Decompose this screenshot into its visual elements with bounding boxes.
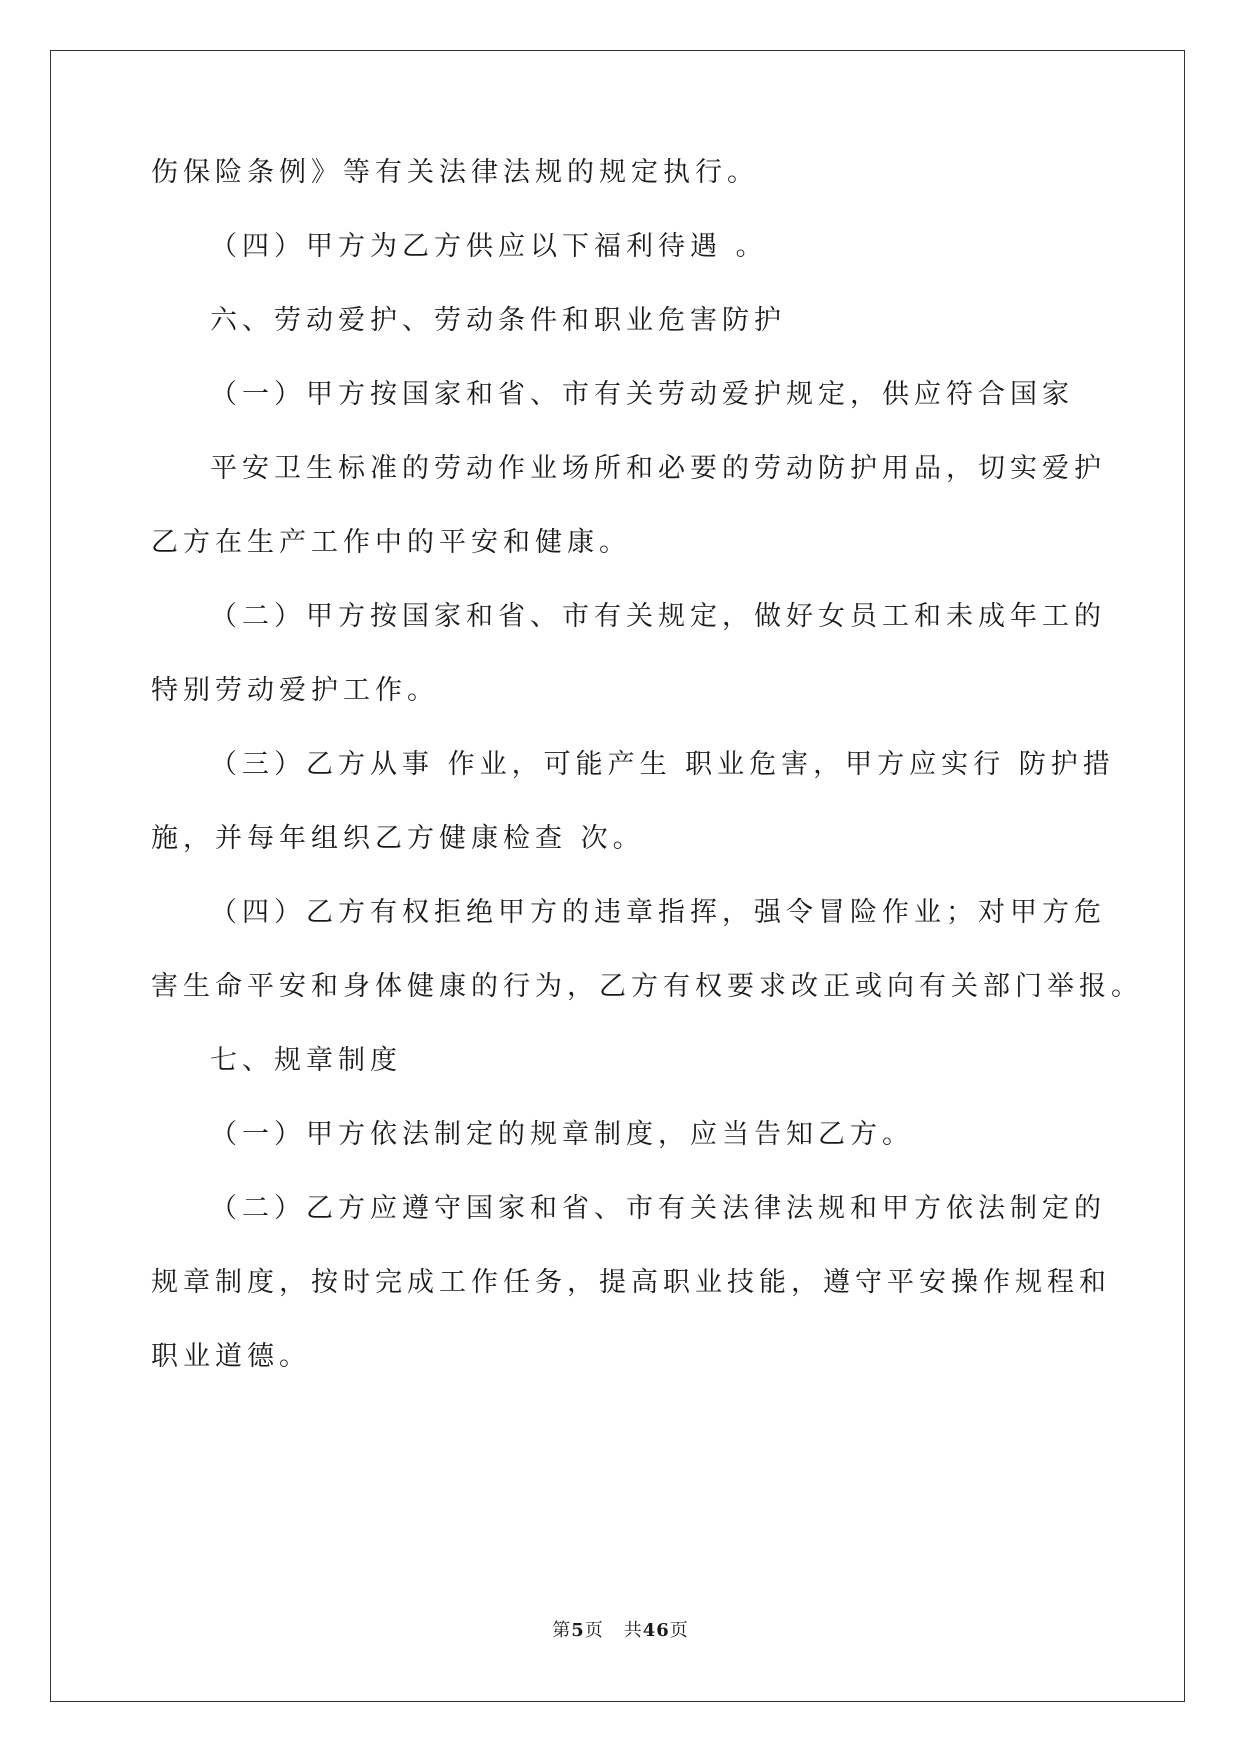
paragraph-line: （四）乙方有权拒绝甲方的违章指挥，强令冒险作业；对甲方危 — [210, 897, 1106, 928]
total-suffix: 页 — [669, 1620, 689, 1641]
total-prefix: 共 — [623, 1620, 643, 1641]
page-border — [50, 50, 1185, 1702]
paragraph-line: 害生命平安和身体健康的行为，乙方有权要求改正或向有关部门举报。 — [151, 971, 1143, 1002]
total-pages: 46 — [642, 1620, 670, 1641]
paragraph-line: 伤保险条例》等有关法律法规的规定执行。 — [151, 157, 759, 188]
paragraph-line: 特别劳动爱护工作。 — [151, 675, 439, 706]
paragraph-line: （二）乙方应遵守国家和省、市有关法律法规和甲方依法制定的 — [210, 1193, 1106, 1224]
page-number: 5 — [571, 1620, 585, 1641]
page-footer — [0, 1620, 1241, 1642]
paragraph-line: （一）甲方依法制定的规章制度，应当告知乙方。 — [210, 1119, 914, 1150]
section-heading: 六、劳动爱护、劳动条件和职业危害防护 — [210, 305, 786, 336]
paragraph-line: 乙方在生产工作中的平安和健康。 — [151, 527, 631, 558]
page-suffix: 页 — [584, 1620, 604, 1641]
page-prefix: 第 — [552, 1620, 572, 1641]
paragraph-line: （二）甲方按国家和省、市有关规定，做好女员工和未成年工的 — [210, 601, 1106, 632]
paragraph-line: 平安卫生标准的劳动作业场所和必要的劳动防护用品，切实爱护 — [210, 453, 1106, 484]
paragraph-line: （三）乙方从事 作业，可能产生 职业危害，甲方应实行 防护措 — [210, 749, 1115, 780]
paragraph-line: 施，并每年组织乙方健康检查 次。 — [151, 823, 645, 854]
paragraph-line: （四）甲方为乙方供应以下福利待遇 。 — [210, 231, 768, 262]
paragraph-line: （一）甲方按国家和省、市有关劳动爱护规定，供应符合国家 — [210, 379, 1074, 410]
section-heading: 七、规章制度 — [210, 1045, 402, 1076]
paragraph-line: 职业道德。 — [151, 1341, 311, 1372]
paragraph-line: 规章制度，按时完成工作任务，提高职业技能，遵守平安操作规程和 — [151, 1267, 1111, 1298]
